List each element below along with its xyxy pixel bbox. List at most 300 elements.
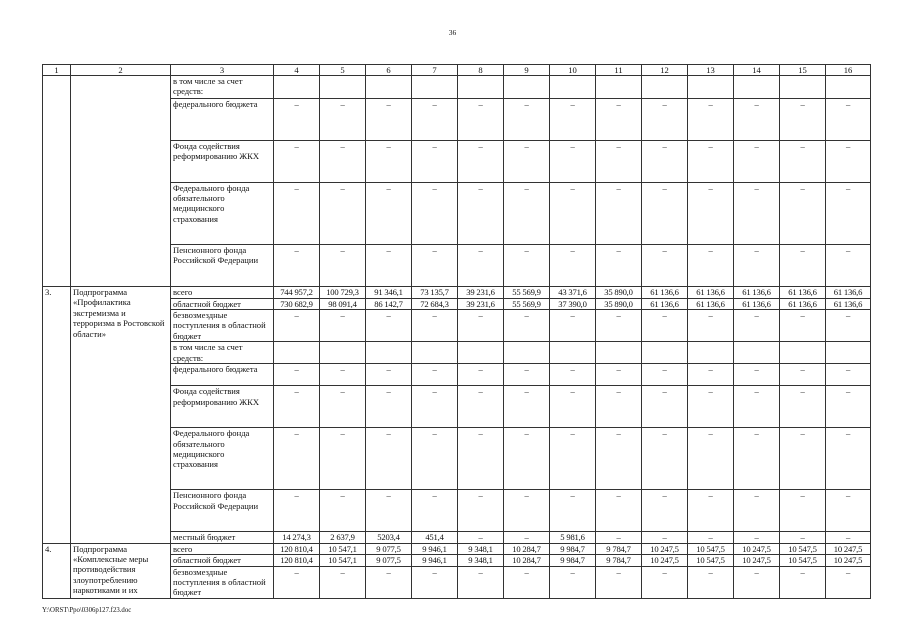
value-cell — [412, 76, 458, 99]
funding-source: в том числе за счет средств: — [171, 76, 274, 99]
value-cell: – — [688, 566, 734, 599]
column-header: 10 — [550, 65, 596, 76]
value-cell — [320, 342, 366, 364]
value-cell: – — [780, 309, 826, 341]
table-row — [43, 342, 871, 364]
value-cell: – — [826, 182, 871, 244]
value-cell: 91 346,1 — [366, 287, 412, 299]
table-row — [43, 428, 871, 490]
value-cell: – — [780, 428, 826, 490]
value-cell: 10 247,5 — [642, 555, 688, 566]
value-cell: – — [274, 140, 320, 182]
value-cell: – — [320, 364, 366, 386]
value-cell: – — [826, 140, 871, 182]
value-cell: – — [688, 364, 734, 386]
value-cell — [458, 76, 504, 99]
value-cell: 61 136,6 — [642, 287, 688, 299]
value-cell: 39 231,6 — [458, 298, 504, 309]
value-cell: – — [688, 428, 734, 490]
column-header: 12 — [642, 65, 688, 76]
funding-source: местный бюджет — [171, 532, 274, 544]
value-cell: – — [734, 428, 780, 490]
value-cell: – — [320, 244, 366, 287]
value-cell: – — [826, 532, 871, 544]
column-header-row — [43, 65, 871, 76]
funding-source: Пенсионного фонда Российской Федерации — [171, 244, 274, 287]
value-cell: – — [366, 428, 412, 490]
funding-source: областной бюджет — [171, 298, 274, 309]
funding-source: федерального бюджета — [171, 98, 274, 140]
value-cell: – — [458, 182, 504, 244]
value-cell: – — [366, 309, 412, 341]
value-cell: – — [642, 364, 688, 386]
value-cell — [412, 342, 458, 364]
value-cell: 9 784,7 — [596, 555, 642, 566]
value-cell: – — [780, 490, 826, 532]
value-cell: 72 684,3 — [412, 298, 458, 309]
value-cell: – — [550, 244, 596, 287]
value-cell: – — [780, 364, 826, 386]
table-row — [43, 244, 871, 287]
value-cell — [550, 76, 596, 99]
column-header: 3 — [171, 65, 274, 76]
value-cell: 10 547,5 — [688, 555, 734, 566]
value-cell: 9 946,1 — [412, 543, 458, 555]
value-cell: – — [504, 182, 550, 244]
value-cell — [458, 342, 504, 364]
value-cell: – — [412, 566, 458, 599]
funding-source: Федерального фонда обязательного медицинского страхования — [171, 428, 274, 490]
value-cell: – — [550, 309, 596, 341]
value-cell: 10 547,1 — [320, 555, 366, 566]
value-cell: – — [688, 182, 734, 244]
value-cell: – — [780, 566, 826, 599]
value-cell: 9 077,5 — [366, 543, 412, 555]
column-header: 9 — [504, 65, 550, 76]
value-cell: – — [504, 532, 550, 544]
value-cell: – — [596, 364, 642, 386]
value-cell: – — [274, 244, 320, 287]
value-cell — [274, 76, 320, 99]
value-cell: – — [504, 364, 550, 386]
value-cell: 98 091,4 — [320, 298, 366, 309]
value-cell: – — [274, 182, 320, 244]
value-cell: – — [504, 386, 550, 428]
value-cell: 35 890,0 — [596, 298, 642, 309]
value-cell: – — [412, 182, 458, 244]
value-cell: 744 957,2 — [274, 287, 320, 299]
column-header: 1 — [43, 65, 71, 76]
program-name — [71, 287, 171, 339]
program-name — [71, 342, 171, 364]
funding-source: Федерального фонда обязательного медицинского страхования — [171, 182, 274, 244]
value-cell: 61 136,6 — [688, 298, 734, 309]
value-cell: – — [458, 244, 504, 287]
value-cell: 9 784,7 — [596, 543, 642, 555]
value-cell: – — [550, 140, 596, 182]
value-cell: – — [550, 98, 596, 140]
row-index — [43, 76, 71, 99]
value-cell: 10 284,7 — [504, 555, 550, 566]
value-cell: – — [642, 140, 688, 182]
funding-source: Фонда содействия реформированию ЖКХ — [171, 386, 274, 428]
value-cell: – — [366, 490, 412, 532]
value-cell — [504, 76, 550, 99]
value-cell — [320, 76, 366, 99]
value-cell: – — [320, 490, 366, 532]
row-index — [43, 364, 71, 386]
column-header: 4 — [274, 65, 320, 76]
value-cell: 10 247,5 — [734, 543, 780, 555]
value-cell — [596, 342, 642, 364]
value-cell: – — [366, 140, 412, 182]
value-cell: 10 247,5 — [734, 555, 780, 566]
value-cell: 100 729,3 — [320, 287, 366, 299]
value-cell: – — [642, 244, 688, 287]
value-cell: – — [734, 182, 780, 244]
value-cell: – — [734, 386, 780, 428]
program-name — [71, 364, 171, 386]
row-index — [43, 244, 71, 287]
value-cell: – — [550, 490, 596, 532]
value-cell: – — [366, 182, 412, 244]
column-header: 15 — [780, 65, 826, 76]
value-cell: – — [734, 566, 780, 599]
value-cell — [366, 342, 412, 364]
table-row — [43, 543, 871, 555]
value-cell: – — [504, 98, 550, 140]
value-cell: 10 547,5 — [780, 555, 826, 566]
value-cell: 9 348,1 — [458, 555, 504, 566]
value-cell: – — [596, 182, 642, 244]
value-cell: – — [734, 98, 780, 140]
value-cell: – — [504, 566, 550, 599]
value-cell: 43 371,6 — [550, 287, 596, 299]
value-cell: 9 348,1 — [458, 543, 504, 555]
column-header: 7 — [412, 65, 458, 76]
program-name — [71, 182, 171, 244]
funding-source: Фонда содействия реформированию ЖКХ — [171, 140, 274, 182]
value-cell: 10 547,5 — [688, 543, 734, 555]
value-cell: – — [826, 98, 871, 140]
column-header: 6 — [366, 65, 412, 76]
value-cell: – — [734, 532, 780, 544]
value-cell: – — [826, 386, 871, 428]
value-cell — [550, 342, 596, 364]
value-cell: – — [780, 140, 826, 182]
value-cell: – — [458, 364, 504, 386]
file-path: Y:\ORST\Ppo\0306p127.f23.doc — [42, 607, 132, 614]
value-cell: – — [642, 428, 688, 490]
value-cell: – — [642, 182, 688, 244]
value-cell: – — [320, 428, 366, 490]
value-cell: – — [642, 566, 688, 599]
value-cell: – — [274, 386, 320, 428]
column-header: 13 — [688, 65, 734, 76]
value-cell: – — [458, 490, 504, 532]
value-cell: 10 247,5 — [826, 543, 871, 555]
row-index: 4. — [43, 543, 71, 555]
value-cell: – — [458, 566, 504, 599]
value-cell: – — [734, 309, 780, 341]
value-cell — [734, 76, 780, 99]
value-cell: 5203,4 — [366, 532, 412, 544]
row-index — [43, 298, 71, 309]
table-row — [43, 490, 871, 532]
value-cell: – — [734, 490, 780, 532]
value-cell: 61 136,6 — [780, 298, 826, 309]
value-cell: 61 136,6 — [642, 298, 688, 309]
row-index — [43, 140, 71, 182]
budget-table — [42, 64, 871, 599]
value-cell: – — [596, 532, 642, 544]
value-cell: – — [366, 244, 412, 287]
value-cell: – — [780, 98, 826, 140]
value-cell: – — [274, 566, 320, 599]
value-cell: – — [780, 182, 826, 244]
value-cell: 10 547,1 — [320, 543, 366, 555]
value-cell: – — [596, 386, 642, 428]
program-name — [71, 76, 171, 99]
value-cell: – — [826, 244, 871, 287]
value-cell: – — [458, 309, 504, 341]
table-row — [43, 98, 871, 140]
value-cell: – — [688, 98, 734, 140]
value-cell: – — [642, 309, 688, 341]
value-cell: 10 284,7 — [504, 543, 550, 555]
value-cell: – — [734, 244, 780, 287]
value-cell — [780, 342, 826, 364]
table-row — [43, 364, 871, 386]
value-cell: – — [274, 428, 320, 490]
value-cell: – — [688, 309, 734, 341]
value-cell: – — [366, 566, 412, 599]
value-cell: – — [596, 309, 642, 341]
table-row — [43, 386, 871, 428]
value-cell: – — [366, 98, 412, 140]
value-cell: – — [826, 364, 871, 386]
value-cell: – — [780, 532, 826, 544]
value-cell: 35 890,0 — [596, 287, 642, 299]
program-name — [71, 532, 171, 544]
value-cell: 10 547,5 — [780, 543, 826, 555]
value-cell: – — [274, 490, 320, 532]
value-cell: – — [504, 244, 550, 287]
value-cell: – — [412, 98, 458, 140]
value-cell — [642, 76, 688, 99]
value-cell: 9 984,7 — [550, 555, 596, 566]
value-cell: 61 136,6 — [734, 298, 780, 309]
value-cell: 2 637,9 — [320, 532, 366, 544]
value-cell: – — [826, 428, 871, 490]
value-cell: – — [366, 364, 412, 386]
value-cell: – — [550, 182, 596, 244]
value-cell: – — [274, 309, 320, 341]
value-cell: 14 274,3 — [274, 532, 320, 544]
column-header: 11 — [596, 65, 642, 76]
value-cell: 9 077,5 — [366, 555, 412, 566]
value-cell: – — [412, 490, 458, 532]
funding-source: всего — [171, 287, 274, 299]
value-cell: – — [688, 386, 734, 428]
program-name — [71, 244, 171, 287]
row-index — [43, 532, 71, 544]
value-cell: 55 569,9 — [504, 287, 550, 299]
value-cell: – — [596, 140, 642, 182]
value-cell: 55 569,9 — [504, 298, 550, 309]
value-cell — [642, 342, 688, 364]
value-cell: – — [412, 428, 458, 490]
table-row — [43, 140, 871, 182]
value-cell: – — [596, 566, 642, 599]
value-cell: 37 390,0 — [550, 298, 596, 309]
funding-source: федерального бюджета — [171, 364, 274, 386]
value-cell: – — [320, 140, 366, 182]
row-index — [43, 555, 71, 566]
row-index — [43, 566, 71, 599]
value-cell: – — [504, 490, 550, 532]
value-cell: 120 810,4 — [274, 543, 320, 555]
program-title: Подпрограмма «Профилактика экстремизма и терроризма в Ростовской области» — [73, 287, 165, 339]
program-name — [71, 428, 171, 490]
column-header: 5 — [320, 65, 366, 76]
value-cell: – — [642, 98, 688, 140]
row-index — [43, 309, 71, 341]
value-cell: – — [504, 140, 550, 182]
value-cell — [504, 342, 550, 364]
value-cell: – — [320, 566, 366, 599]
funding-source: в том числе за счет средств: — [171, 342, 274, 364]
row-index — [43, 386, 71, 428]
value-cell: – — [458, 98, 504, 140]
funding-source: Пенсионного фонда Российской Федерации — [171, 490, 274, 532]
value-cell: 61 136,6 — [688, 287, 734, 299]
value-cell — [596, 76, 642, 99]
value-cell: 9 984,7 — [550, 543, 596, 555]
row-index — [43, 428, 71, 490]
funding-source: областной бюджет — [171, 555, 274, 566]
value-cell: 73 135,7 — [412, 287, 458, 299]
value-cell: – — [642, 532, 688, 544]
value-cell: – — [734, 140, 780, 182]
row-index — [43, 490, 71, 532]
value-cell: – — [412, 140, 458, 182]
table-row — [43, 76, 871, 99]
value-cell: – — [596, 98, 642, 140]
value-cell: – — [688, 490, 734, 532]
row-index — [43, 98, 71, 140]
value-cell: – — [366, 386, 412, 428]
page-number: 36 — [448, 28, 457, 37]
value-cell: – — [688, 532, 734, 544]
value-cell — [366, 76, 412, 99]
value-cell: – — [458, 532, 504, 544]
value-cell: 730 682,9 — [274, 298, 320, 309]
value-cell: – — [734, 364, 780, 386]
value-cell: – — [274, 98, 320, 140]
value-cell — [780, 76, 826, 99]
value-cell — [826, 342, 871, 364]
value-cell: – — [320, 182, 366, 244]
value-cell: – — [458, 428, 504, 490]
value-cell: – — [550, 386, 596, 428]
program-name — [71, 98, 171, 140]
value-cell: – — [826, 566, 871, 599]
value-cell: – — [504, 309, 550, 341]
value-cell: – — [642, 386, 688, 428]
value-cell: – — [412, 244, 458, 287]
row-index — [43, 182, 71, 244]
column-header: 16 — [826, 65, 871, 76]
value-cell: – — [550, 566, 596, 599]
value-cell: – — [412, 386, 458, 428]
value-cell: 10 247,5 — [642, 543, 688, 555]
value-cell: – — [550, 364, 596, 386]
value-cell: – — [504, 428, 550, 490]
value-cell: – — [596, 428, 642, 490]
value-cell — [826, 76, 871, 99]
table-row — [43, 532, 871, 544]
column-header: 2 — [71, 65, 171, 76]
value-cell: – — [688, 244, 734, 287]
value-cell: 86 142,7 — [366, 298, 412, 309]
value-cell: 9 946,1 — [412, 555, 458, 566]
column-header: 14 — [734, 65, 780, 76]
value-cell: 10 247,5 — [826, 555, 871, 566]
table-row — [43, 182, 871, 244]
value-cell: – — [458, 140, 504, 182]
value-cell: – — [826, 490, 871, 532]
value-cell: 61 136,6 — [780, 287, 826, 299]
value-cell: – — [596, 490, 642, 532]
column-header: 8 — [458, 65, 504, 76]
funding-source: безвозмездные поступления в областной бюджет — [171, 566, 274, 599]
program-name — [71, 490, 171, 532]
value-cell: 451,4 — [412, 532, 458, 544]
value-cell: 61 136,6 — [734, 287, 780, 299]
value-cell: – — [412, 364, 458, 386]
value-cell: – — [320, 309, 366, 341]
program-name — [71, 543, 171, 596]
value-cell: – — [826, 309, 871, 341]
value-cell: – — [780, 386, 826, 428]
value-cell: 61 136,6 — [826, 287, 871, 299]
program-name — [71, 386, 171, 428]
value-cell: – — [320, 98, 366, 140]
value-cell: – — [596, 244, 642, 287]
program-name — [71, 140, 171, 182]
value-cell: 61 136,6 — [826, 298, 871, 309]
value-cell: – — [642, 490, 688, 532]
value-cell: 39 231,6 — [458, 287, 504, 299]
row-index: 3. — [43, 287, 71, 299]
value-cell: – — [458, 386, 504, 428]
value-cell: 120 810,4 — [274, 555, 320, 566]
value-cell: – — [550, 428, 596, 490]
value-cell — [688, 342, 734, 364]
row-index — [43, 342, 71, 364]
value-cell — [274, 342, 320, 364]
value-cell — [688, 76, 734, 99]
value-cell — [734, 342, 780, 364]
program-title: Подпрограмма «Комплексные меры противодействия злоупотреблению наркотиками и их — [73, 543, 149, 596]
value-cell: – — [274, 364, 320, 386]
value-cell: – — [780, 244, 826, 287]
table-row — [43, 287, 871, 299]
value-cell: – — [412, 309, 458, 341]
value-cell: – — [688, 140, 734, 182]
funding-source: всего — [171, 543, 274, 555]
